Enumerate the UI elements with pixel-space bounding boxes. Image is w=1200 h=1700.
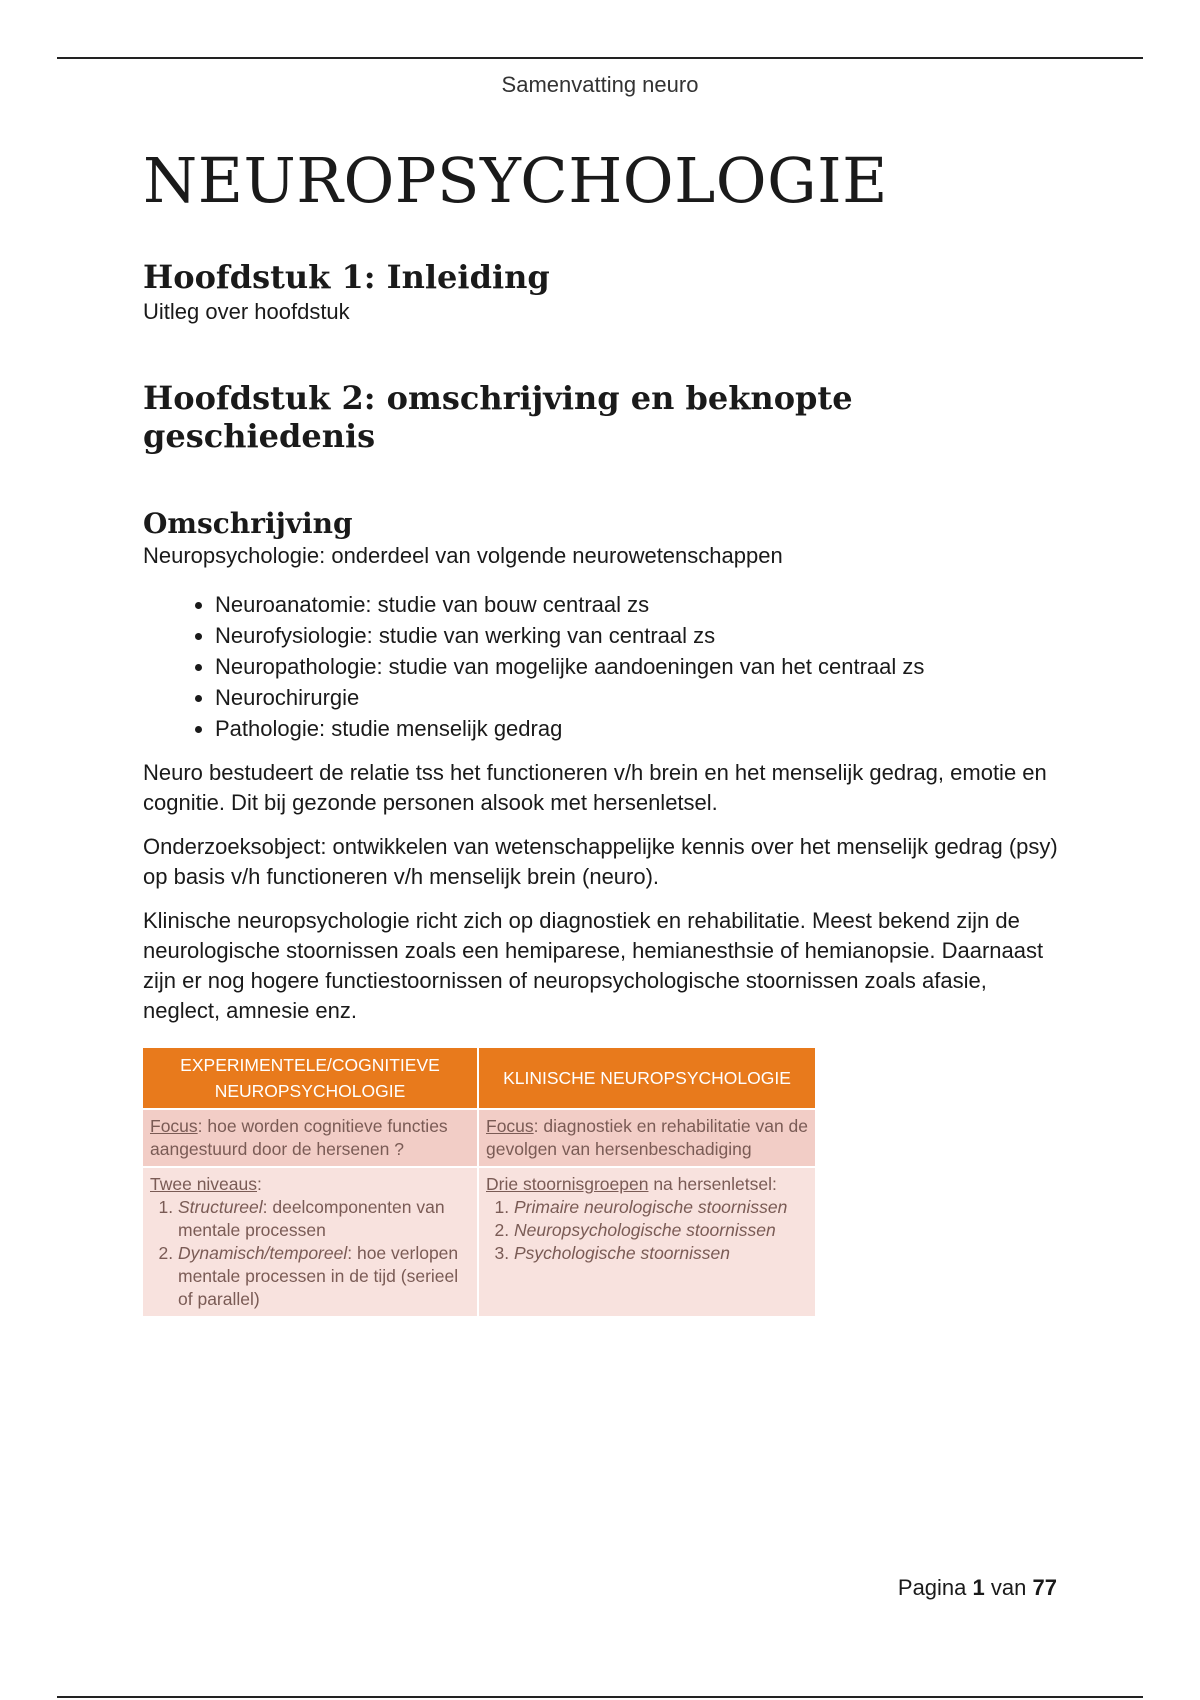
groups-cell: Drie stoornisgroepen na hersenletsel: 1. Primaire neurologische stoornissen 2. Neuropsychologische stoornissen 3. Psychologische stoornissen	[479, 1166, 815, 1316]
section-intro: Neuropsychologie: onderdeel van volgende neurowetenschappen	[143, 543, 783, 569]
chapter-1-heading: Hoofdstuk 1: Inleiding	[143, 258, 550, 297]
list-item: • Neuroanatomie: studie van bouw centraal zs	[215, 589, 1063, 620]
levels-label: Twee niveaus	[150, 1174, 258, 1195]
table-row	[143, 1166, 815, 1316]
table-header-experimental: EXPERIMENTELE/COGNITIEVE NEUROPSYCHOLOGIE	[143, 1048, 479, 1108]
focus-cell-clinical	[479, 1108, 815, 1166]
list-item: 2. Dynamisch/temporeel: hoe verlopen mentale processen in de tijd (serieel of parallel)	[178, 1242, 470, 1311]
running-header: Samenvatting neuro	[501, 72, 699, 97]
levels-list	[150, 1196, 470, 1311]
chapter-2-heading: Hoofdstuk 2: omschrijving en beknopte geschiedenis	[143, 378, 853, 456]
page-content	[143, 130, 1063, 1316]
list-item: 1. Structureel: deelcomponenten van mentale processen	[178, 1196, 470, 1242]
comparison-table	[143, 1048, 815, 1316]
chapter-1-subtitle: Uitleg over hoofdstuk	[143, 298, 350, 324]
list-item: • Neuropathologie: studie van mogelijke aandoeningen van het centraal zs	[215, 651, 1063, 682]
list-item: • Pathologie: studie menselijk gedrag	[215, 713, 1063, 744]
footer-rule	[57, 1696, 1143, 1698]
list-item: • Neurofysiologie: studie van werking van centraal zs	[215, 620, 1063, 651]
focus-label: Focus	[486, 1116, 534, 1137]
paragraph-clinical: Klinische neuropsychologie richt zich op diagnostiek en rehabilitatie. Meest bekend zijn de neurologische stoornissen zoals een hemiparese, hemianesthsie of hemianopsie. Daarnaast zijn er nog hogere functiestoornissen of neuropsychologische stoornissen zoals afasie, neglect, amnesie enz.	[143, 908, 1044, 1024]
header-rule	[57, 57, 1143, 59]
groups-label: Drie stoornisgroepen	[486, 1174, 649, 1195]
document-title: NEUROPSYCHOLOGIE	[143, 144, 888, 217]
table-row	[143, 1108, 815, 1166]
list-item: • Neurochirurgie	[215, 682, 1063, 713]
page-number: Pagina 1 van 77	[897, 1575, 1057, 1600]
section-heading: Omschrijving	[143, 507, 353, 541]
focus-cell-experimental	[143, 1108, 479, 1166]
list-item: 2. Neuropsychologische stoornissen	[514, 1219, 808, 1242]
neuroscience-list	[143, 589, 1063, 744]
focus-text: : diagnostiek en rehabilitatie van de gevolgen van hersenbeschadiging	[486, 1116, 809, 1160]
focus-text: : hoe worden cognitieve functies aangestuurd door de hersenen ?	[150, 1116, 448, 1160]
paragraph-research-object: Onderzoeksobject: ontwikkelen van wetenschappelijke kennis over het menselijk gedrag (psy) op basis v/h functioneren v/h menselijk brein (neuro).	[143, 834, 1058, 890]
groups-list	[486, 1196, 808, 1265]
levels-cell: Twee niveaus: 1. Structureel: deelcomponenten van mentale processen 2. Dynamisch/temporeel: hoe verlopen mentale processen in de tijd (serieel of parallel)	[143, 1166, 479, 1316]
list-item: 1. Primaire neurologische stoornissen	[514, 1196, 808, 1219]
list-item: 3. Psychologische stoornissen	[514, 1242, 808, 1265]
table-header-clinical: KLINISCHE NEUROPSYCHOLOGIE	[479, 1048, 815, 1108]
focus-label: Focus	[150, 1116, 198, 1137]
paragraph-relation: Neuro bestudeert de relatie tss het functioneren v/h brein en het menselijk gedrag, emotie en cognitie. Dit bij gezonde personen alsook met hersenletsel.	[143, 760, 1047, 816]
